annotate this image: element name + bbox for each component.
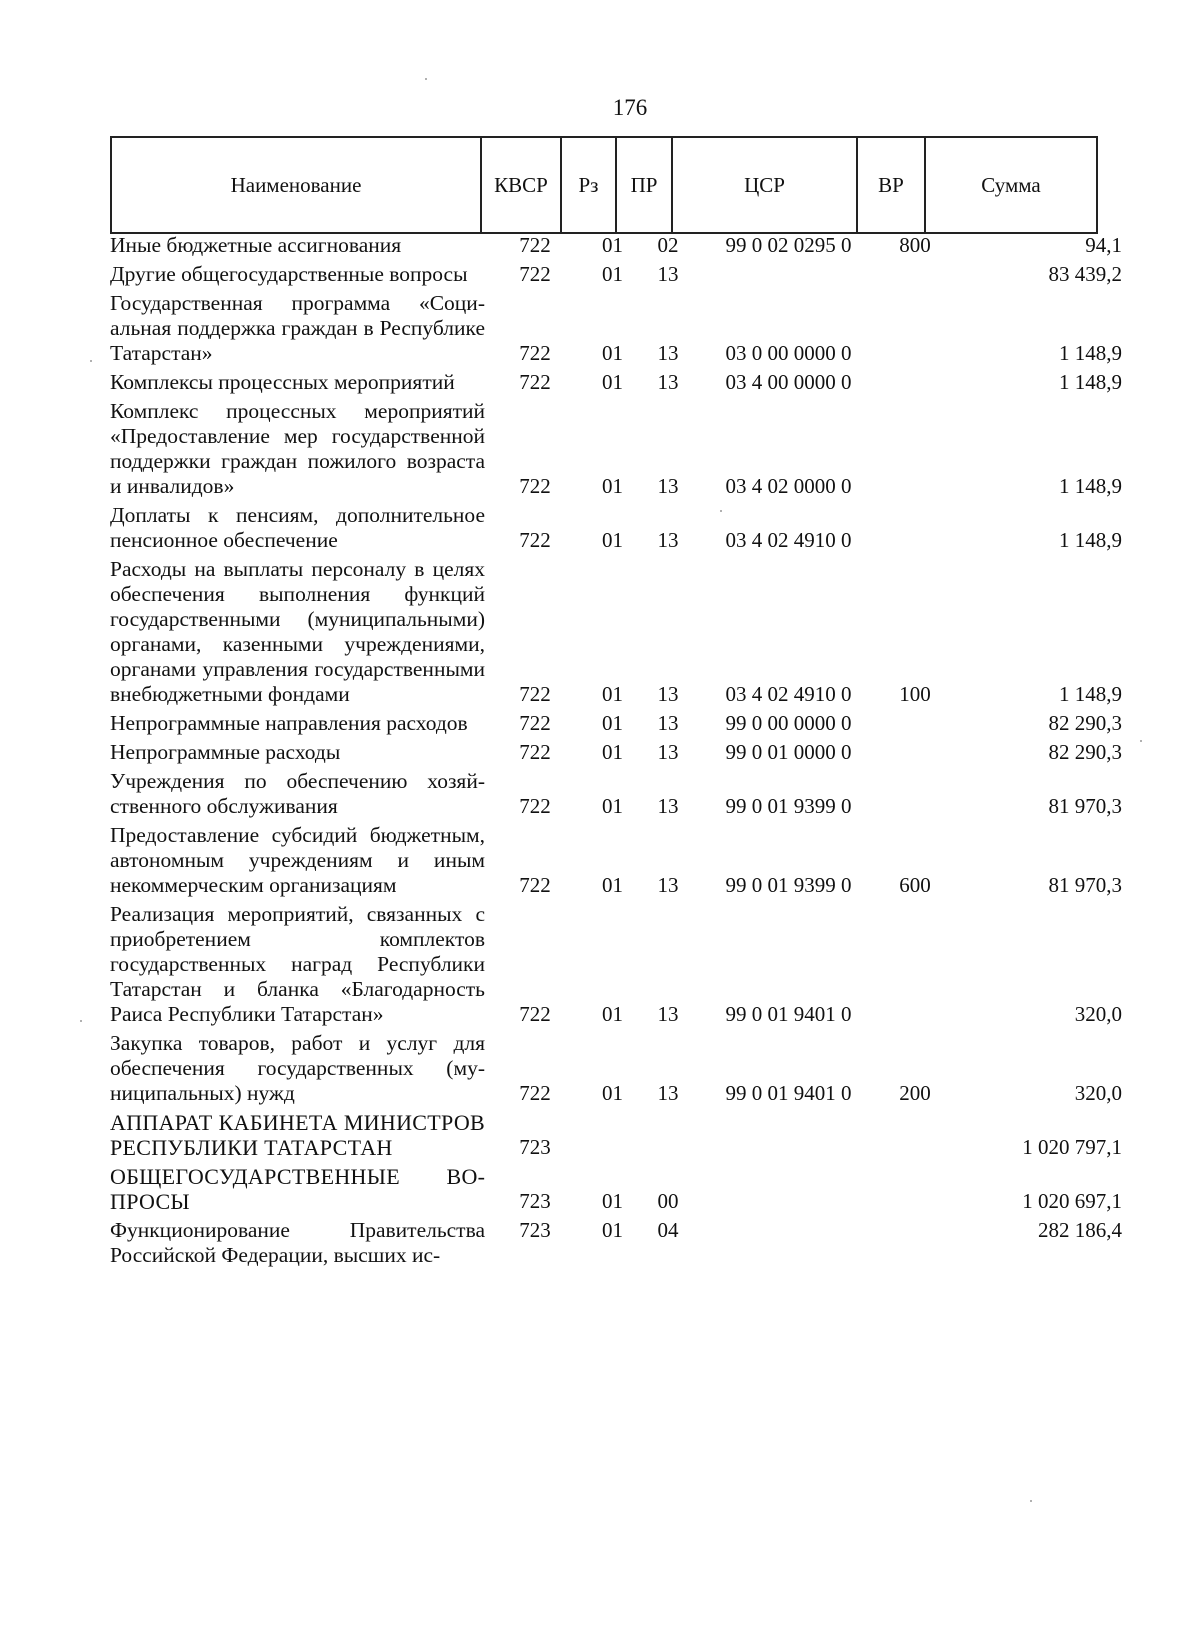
table-body	[110, 233, 1122, 1272]
cell-name: Комплексы процессных мероприятий	[110, 370, 455, 394]
cell-csr: 03 4 02 4910 0	[725, 528, 852, 552]
cell-kvsr: 722	[519, 528, 551, 552]
cell-name: Непрограммные расходы	[110, 740, 341, 764]
table-row	[110, 399, 1122, 499]
cell-kvsr: 723	[519, 1189, 551, 1213]
scan-speck	[1140, 740, 1142, 742]
scan-speck	[720, 510, 722, 512]
cell-sum: 282 186,4	[1038, 1218, 1122, 1242]
cell-pr: 13	[657, 474, 679, 498]
cell-pr: 02	[657, 233, 679, 257]
cell-sum: 1 148,9	[1059, 682, 1122, 706]
cell-kvsr: 722	[519, 740, 551, 764]
cell-sum: 1 020 697,1	[1022, 1189, 1122, 1213]
table-row	[110, 823, 1122, 898]
cell-pr: 13	[657, 711, 679, 735]
cell-rz: 01	[602, 262, 623, 286]
table-row	[110, 262, 1122, 287]
cell-name: Доплаты к пенсиям, дополнительное пенсионное обеспечение	[110, 503, 485, 552]
cell-kvsr: 722	[519, 873, 551, 897]
cell-pr: 04	[657, 1218, 679, 1242]
cell-pr: 13	[657, 794, 679, 818]
scan-speck	[80, 1020, 82, 1022]
table-row	[110, 233, 1122, 258]
cell-csr: 03 4 00 0000 0	[725, 370, 852, 394]
cell-sum: 94,1	[1085, 233, 1122, 257]
cell-sum: 81 970,3	[1048, 794, 1122, 818]
page-number: 176	[612, 95, 648, 120]
cell-name: Функционирование Правительства Российской Федерации, высших ис-	[110, 1218, 485, 1267]
cell-kvsr: 722	[519, 370, 551, 394]
cell-sum: 82 290,3	[1048, 711, 1122, 735]
table-row	[110, 740, 1122, 765]
header-pr: ПР	[616, 137, 672, 233]
scan-speck	[425, 78, 427, 80]
cell-kvsr: 722	[519, 1081, 551, 1105]
cell-pr: 13	[657, 1081, 679, 1105]
cell-rz: 01	[602, 370, 623, 394]
cell-csr: 99 0 01 9401 0	[725, 1081, 852, 1105]
cell-vr: 800	[899, 233, 931, 257]
table-row	[110, 1218, 1122, 1268]
cell-rz: 01	[602, 1081, 623, 1105]
table-row	[110, 769, 1122, 819]
cell-csr: 99 0 01 9401 0	[725, 1002, 852, 1026]
table-row	[110, 1031, 1122, 1106]
header-kvsr: КВСР	[481, 137, 561, 233]
header-vr: ВР	[857, 137, 925, 233]
cell-name: Непрограммные направления расходов	[110, 711, 468, 735]
cell-vr: 100	[899, 682, 931, 706]
cell-rz: 01	[602, 1189, 623, 1213]
cell-rz: 01	[602, 233, 623, 257]
cell-rz: 01	[602, 474, 623, 498]
cell-name: Расходы на выплаты персоналу в целях обеспечения выполнения функций государственными (муниципальными) органами, казенными учреждениями, органами управления государственными внебюджетными фондами	[110, 557, 485, 706]
table-row	[110, 711, 1122, 736]
table-row	[110, 1110, 1122, 1160]
table-row	[110, 902, 1122, 1027]
table-row	[110, 291, 1122, 366]
cell-rz: 01	[602, 1002, 623, 1026]
cell-sum: 1 148,9	[1059, 474, 1122, 498]
header-sum: Сумма	[925, 137, 1097, 233]
cell-kvsr: 723	[519, 1218, 551, 1242]
table-row	[110, 557, 1122, 707]
cell-pr: 13	[657, 873, 679, 897]
cell-pr: 13	[657, 1002, 679, 1026]
header-name: Наименование	[111, 137, 481, 233]
cell-name: Закупка товаров, работ и услуг для обеспечения государственных (муниципальных) нужд	[110, 1031, 485, 1105]
cell-sum: 83 439,2	[1048, 262, 1122, 286]
header-csr: ЦСР	[672, 137, 857, 233]
cell-sum: 1 148,9	[1059, 370, 1122, 394]
cell-rz: 01	[602, 794, 623, 818]
cell-sum: 1 148,9	[1059, 341, 1122, 365]
table-row	[110, 1164, 1122, 1214]
cell-vr: 200	[899, 1081, 931, 1105]
table-row	[110, 370, 1122, 395]
cell-sum: 81 970,3	[1048, 873, 1122, 897]
table-header	[110, 136, 1098, 234]
cell-kvsr: 722	[519, 262, 551, 286]
cell-kvsr: 722	[519, 233, 551, 257]
cell-sum: 320,0	[1074, 1002, 1122, 1026]
cell-kvsr: 722	[519, 1002, 551, 1026]
cell-csr: 99 0 00 0000 0	[725, 711, 852, 735]
cell-kvsr: 722	[519, 341, 551, 365]
cell-rz: 01	[602, 711, 623, 735]
cell-csr: 99 0 01 0000 0	[725, 740, 852, 764]
cell-rz: 01	[602, 341, 623, 365]
cell-kvsr: 722	[519, 711, 551, 735]
cell-name: Государственная программа «Социальная поддержка граждан в Республике Татарстан»	[110, 291, 485, 365]
cell-name: АППАРАТ КАБИНЕТА МИНИСТРОВ РЕСПУБЛИКИ ТАТАРСТАН	[110, 1110, 485, 1160]
cell-kvsr: 722	[519, 682, 551, 706]
scan-speck	[1030, 1500, 1032, 1502]
cell-pr: 13	[657, 740, 679, 764]
cell-name: Другие общегосударственные вопросы	[110, 262, 468, 286]
table-row	[110, 503, 1122, 553]
cell-name: Иные бюджетные ассигнования	[110, 233, 402, 257]
cell-sum: 1 020 797,1	[1022, 1135, 1122, 1159]
cell-pr: 13	[657, 341, 679, 365]
cell-kvsr: 722	[519, 474, 551, 498]
cell-vr: 600	[899, 873, 931, 897]
cell-csr: 99 0 02 0295 0	[725, 233, 852, 257]
header-rz: Рз	[561, 137, 616, 233]
cell-pr: 13	[657, 528, 679, 552]
cell-pr: 13	[657, 370, 679, 394]
cell-rz: 01	[602, 1218, 623, 1242]
cell-sum: 1 148,9	[1059, 528, 1122, 552]
cell-pr: 13	[657, 682, 679, 706]
cell-csr: 99 0 01 9399 0	[725, 873, 852, 897]
cell-name: ОБЩЕГОСУДАРСТВЕННЫЕ ВОПРОСЫ	[110, 1164, 485, 1214]
cell-csr: 03 4 02 0000 0	[725, 474, 852, 498]
cell-kvsr: 723	[519, 1135, 551, 1159]
cell-name: Предоставление субсидий бюджетным, автономным учреждениям и иным некоммерческим организациям	[110, 823, 485, 897]
cell-rz: 01	[602, 682, 623, 706]
cell-pr: 13	[657, 262, 679, 286]
cell-csr: 03 0 00 0000 0	[725, 341, 852, 365]
cell-rz: 01	[602, 873, 623, 897]
cell-csr: 99 0 01 9399 0	[725, 794, 852, 818]
cell-rz: 01	[602, 740, 623, 764]
cell-name: Комплекс процессных мероприятий «Предоставление мер государственной поддержки граждан пожилого возраста и инвалидов»	[110, 399, 485, 498]
cell-sum: 320,0	[1074, 1081, 1122, 1105]
cell-pr: 00	[657, 1189, 679, 1213]
cell-kvsr: 722	[519, 794, 551, 818]
cell-csr: 03 4 02 4910 0	[725, 682, 852, 706]
cell-name: Реализация мероприятий, связанных с приобретением комплектов государственных наград Республики Татарстан и бланка «Благодарность Раиса Республики Татарстан»	[110, 902, 485, 1026]
cell-name: Учреждения по обеспечению хозяйственного обслуживания	[110, 769, 485, 818]
cell-sum: 82 290,3	[1048, 740, 1122, 764]
scan-speck	[90, 360, 92, 362]
cell-rz: 01	[602, 528, 623, 552]
